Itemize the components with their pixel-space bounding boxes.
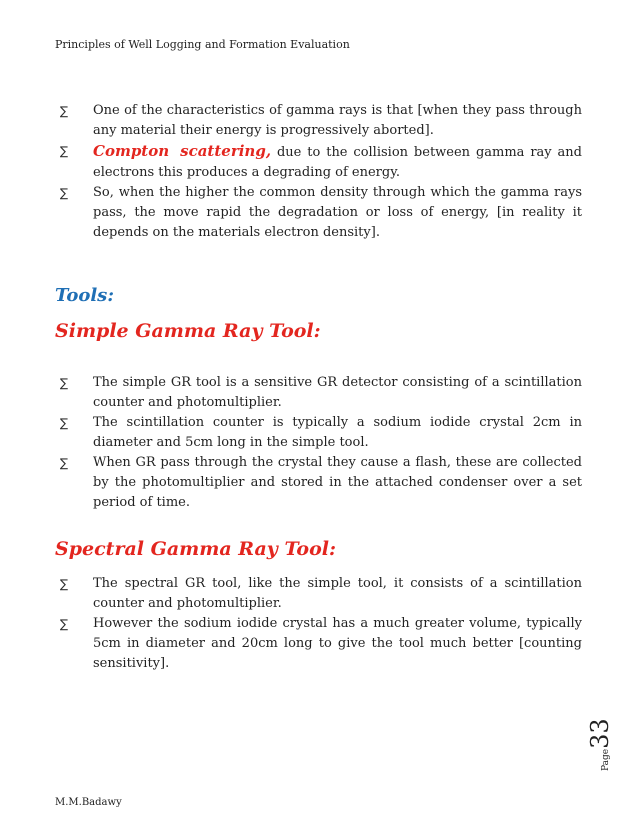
list-item [60,413,582,453]
bullet-text: The spectral GR tool, like the simple tool, it consists of a scintillation counter and photomultiplier. [93,576,582,611]
bullet-text: One of the characteristics of gamma rays is that [when they pass through any material their energy is progressively aborted]. [93,103,582,138]
spectral-gr-bullet-list [60,574,582,674]
sigma-bullet-icon: ∑ [60,104,69,118]
sigma-bullet-icon: ∑ [60,186,69,200]
list-item [60,183,582,243]
simple-gr-bullet-list [60,373,582,513]
tools-heading: Tools: [55,285,114,306]
list-item [60,614,582,674]
sigma-bullet-icon: ∑ [60,376,69,390]
bullet-text: The simple GR tool is a sensitive GR detector consisting of a scintillation counter and photomultiplier. [93,375,582,410]
page-number [586,715,626,771]
running-header: Principles of Well Logging and Formation Evaluation [55,38,350,51]
compton-scattering-term: Compton scattering, [93,142,272,160]
sigma-bullet-icon: ∑ [60,416,69,430]
sigma-bullet-icon: ∑ [60,617,69,631]
list-item [60,453,582,513]
list-item [60,101,582,141]
sigma-bullet-icon: ∑ [60,456,69,470]
simple-gamma-ray-heading: Simple Gamma Ray Tool: [55,320,321,342]
bullet-text: The scintillation counter is typically a sodium iodide crystal 2cm in diameter and 5cm long in the simple tool. [93,415,582,450]
list-item [60,373,582,413]
list-item [60,141,582,183]
sigma-bullet-icon: ∑ [60,144,69,158]
sigma-bullet-icon: ∑ [60,577,69,591]
bullet-text: due to the collision between gamma ray and electrons this produces a degrading of energy. [93,145,582,180]
bullet-text: However the sodium iodide crystal has a much greater volume, typically 5cm in diameter and 20cm long to give the tool much better [counting sensitivity]. [93,616,582,671]
list-item [60,574,582,614]
intro-bullet-list [60,101,582,243]
page-label: Page [601,748,611,771]
bullet-text: So, when the higher the common density through which the gamma rays pass, the move rapid the degradation or loss of energy, [in reality it depends on the materials electron density]. [93,185,582,240]
spectral-gamma-ray-heading: Spectral Gamma Ray Tool: [55,538,336,560]
page-number-value: 33 [586,718,614,749]
bullet-text: When GR pass through the crystal they cause a flash, these are collected by the photomultiplier and stored in the attached condenser over a set period of time. [93,455,582,510]
footer-author: M.M.Badawy [55,797,122,808]
